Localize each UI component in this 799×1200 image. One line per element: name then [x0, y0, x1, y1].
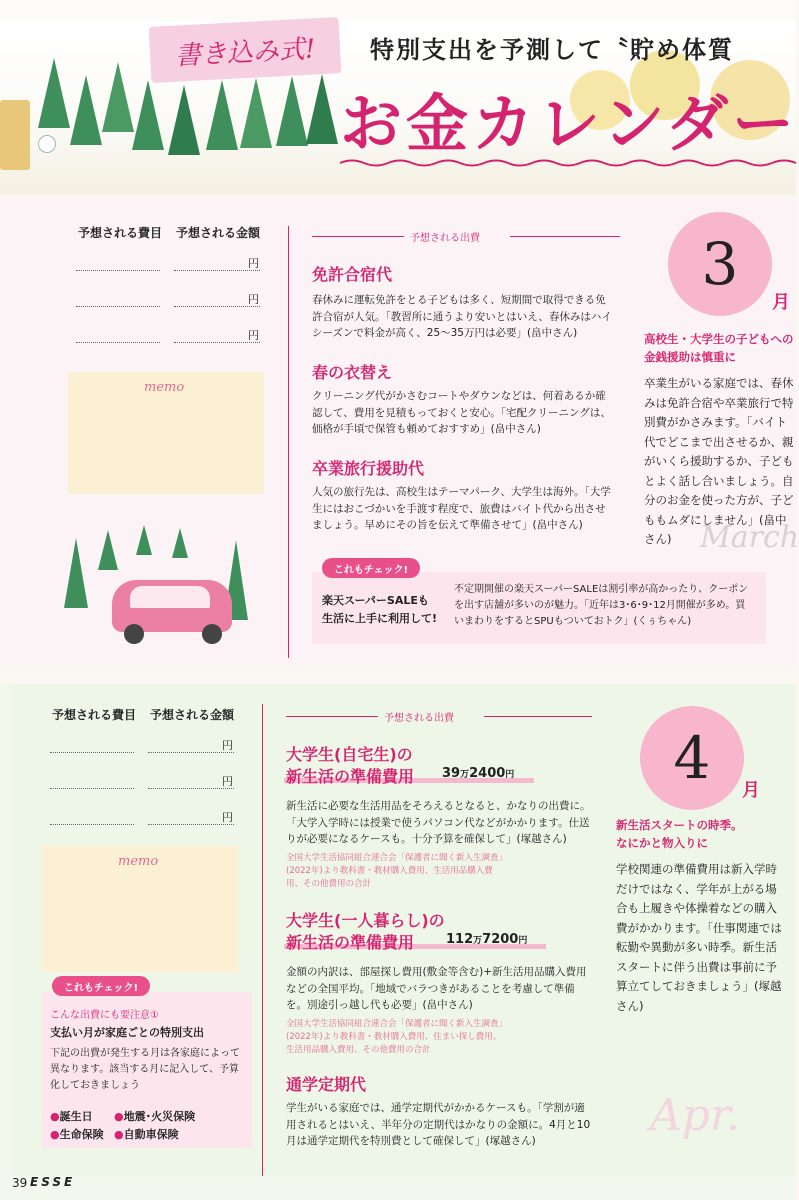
page-title: お金カレンダー: [340, 87, 798, 160]
check-heading: 支払い月が家庭ごとの特別支出: [50, 1026, 204, 1039]
amount-value: 112万7200円: [446, 932, 528, 947]
item-body: 新生活に必要な生活用品をそろえるとなると、かなりの出費に。「大学入学時には授業で使うパソコン代などがかかります。仕送りが必要になるケースも。十分予算を確保して」(塚越さん): [286, 800, 591, 845]
page-subtitle: 特別支出を予測して〝貯め体質: [370, 36, 734, 64]
bullet-item: ●自動車保険: [114, 1128, 179, 1141]
side-heading: なにかと物入りに: [616, 836, 708, 850]
col-head-item: 予想される費目: [52, 708, 137, 722]
item-title: 免許合宿代: [312, 265, 393, 284]
memo-box[interactable]: [42, 846, 238, 972]
side-body: 卒業生がいる家庭では、春休みは免許合宿や卒業旅行で特別費がかさみます。「バイト代でどこまで出させるか、親がいくら援助するか、子どもとよく話し合いましょう。自分のお金を使った方が、子どももムダにしません」(畠中さん): [644, 376, 794, 546]
yen-label: 円: [248, 329, 259, 342]
month-unit: 月: [772, 292, 790, 313]
item-source: 全国大学生活協同組合連合会「保護者に聞く新入生調査」(2022年)より教科書・教材購入費用、住まい探し費用、生活用品購入費用、その他費用の合計: [286, 1019, 503, 1055]
column-divider: [262, 704, 263, 1176]
item-title: 大学生(一人暮らし)の: [286, 911, 445, 930]
side-body: 学校関連の準備費用は新入学時だけではなく、学年が上がる場合も上履きや体操着などの購入費がかかります。「仕事関連では転勤や異動が多い時季。新生活スタートに伴う出費は事前に予算立てしておきましょう」(塚越さん): [616, 862, 782, 1013]
item-body: 金額の内訳は、部屋探し費用(敷金等含む)+新生活用品購入費用などの全国平均。「地域でバラつきがあることを考慮して準備を。別途引っ越し代も必要」(畠中さん): [286, 966, 587, 1011]
yen-label: 円: [222, 811, 233, 824]
month-circle: 4: [640, 706, 744, 810]
check-bold-line: 楽天スーパーSALEも: [322, 594, 429, 607]
car-illustration: [62, 520, 262, 650]
bullet-item: ●地震･火災保険: [114, 1110, 196, 1123]
item-input-line[interactable]: [76, 270, 160, 271]
page-number: 39: [12, 1176, 28, 1190]
item-title: 春の衣替え: [312, 363, 393, 382]
note-label: こんな出費にも要注意①: [50, 1010, 159, 1021]
yen-label: 円: [248, 293, 259, 306]
yen-label: 円: [222, 739, 233, 752]
col-head-item: 予想される費目: [78, 226, 163, 240]
item-input-line[interactable]: [76, 306, 160, 307]
col-head-amount: 予想される金額: [150, 708, 235, 722]
item-body: 人気の旅行先は、高校生はテーマパーク、大学生は海外。「大学生にはおこづかいを手渡す程度で、旅費はバイト代から出させましょう。早めにその旨を伝えて準備させて」(畠中さん): [312, 486, 611, 531]
memo-box[interactable]: [68, 372, 264, 494]
magazine-logo: ESSE: [30, 1175, 76, 1189]
bullet-item: ●誕生日: [50, 1110, 93, 1123]
col-head-amount: 予想される金額: [176, 226, 261, 240]
title-wave-decoration: [340, 158, 796, 168]
item-body: 春休みに運転免許をとる子どもは多く、短期間で取得できる免許合宿が人気。「教習所に通うより安いとはいえ、春休みはハイシーズンで料金が高く、25～35万円は必要」(畠中さん): [312, 294, 612, 339]
fill-in-tag: 書き込み式!: [149, 17, 342, 83]
item-title: 新生活の準備費用: [286, 767, 415, 786]
month-unit: 月: [742, 780, 760, 801]
check-body: 下記の出費が発生する月は各家庭によって異なります。該当する月に記入して、予算化しておきましょう: [50, 1048, 240, 1091]
item-input-line[interactable]: [50, 752, 134, 753]
side-heading: 金銭援助は慎重に: [644, 350, 736, 364]
item-input-line[interactable]: [50, 788, 134, 789]
expect-label: 予想される出費: [384, 713, 454, 724]
house-shape: [0, 100, 30, 170]
item-input-line[interactable]: [76, 342, 160, 343]
item-body: クリーニング代がかさむコートやダウンなどは、何着あるか確認して、費用を見積もっておくと安心。「宅配クリーニングは、価格が手頃で保管も頼めておすすめ」(畠中さん): [312, 390, 611, 435]
item-title: 通学定期代: [286, 1075, 367, 1094]
memo-label: memo: [118, 854, 159, 869]
check-bold-line: 生活に上手に利用して!: [322, 612, 438, 625]
month-circle: 3: [668, 212, 772, 316]
bullet-item: ●生命保険: [50, 1128, 104, 1141]
check-badge: これもチェック!: [322, 558, 420, 578]
amount-value: 39万2400円: [442, 766, 515, 781]
item-body: 学生がいる家庭では、通学定期代がかかるケースも。「学割が適用されるとはいえ、半年分の定期代はかなりの金額に。4月と10月は通学定期代を特別費として確保して」(塚越さん): [286, 1102, 591, 1147]
side-heading: 高校生・大学生の子どもへの: [644, 332, 794, 346]
check-badge: これもチェック!: [52, 976, 150, 996]
check-body: 不定期開催の楽天スーパーSALEは割引率が高かったり、クーポンを出す店舗が多いのが魅力。「近年は3･6･9･12月開催が多め。買いまわりをするとSPUもついておトク」(くぅちゃん): [454, 584, 749, 627]
expect-label: 予想される出費: [410, 233, 480, 244]
snowman-shape: [38, 135, 56, 153]
month-watermark: March: [700, 520, 799, 555]
item-source: 全国大学生活協同組合連合会「保護者に聞く新入生調査」(2022年)より教科書・教材購入費用、生活用品購入費用、その他費用の合計: [286, 853, 503, 889]
month-watermark: Apr.: [650, 1090, 741, 1141]
side-heading: 新生活スタートの時季。: [616, 818, 743, 832]
item-title: 新生活の準備費用: [286, 933, 415, 952]
item-title: 大学生(自宅生)の: [286, 745, 413, 764]
item-title: 卒業旅行援助代: [312, 459, 425, 478]
yen-label: 円: [222, 775, 233, 788]
header-banner: [0, 0, 796, 195]
item-input-line[interactable]: [50, 824, 134, 825]
column-divider: [288, 226, 289, 658]
yen-label: 円: [248, 257, 259, 270]
memo-label: memo: [144, 380, 185, 395]
